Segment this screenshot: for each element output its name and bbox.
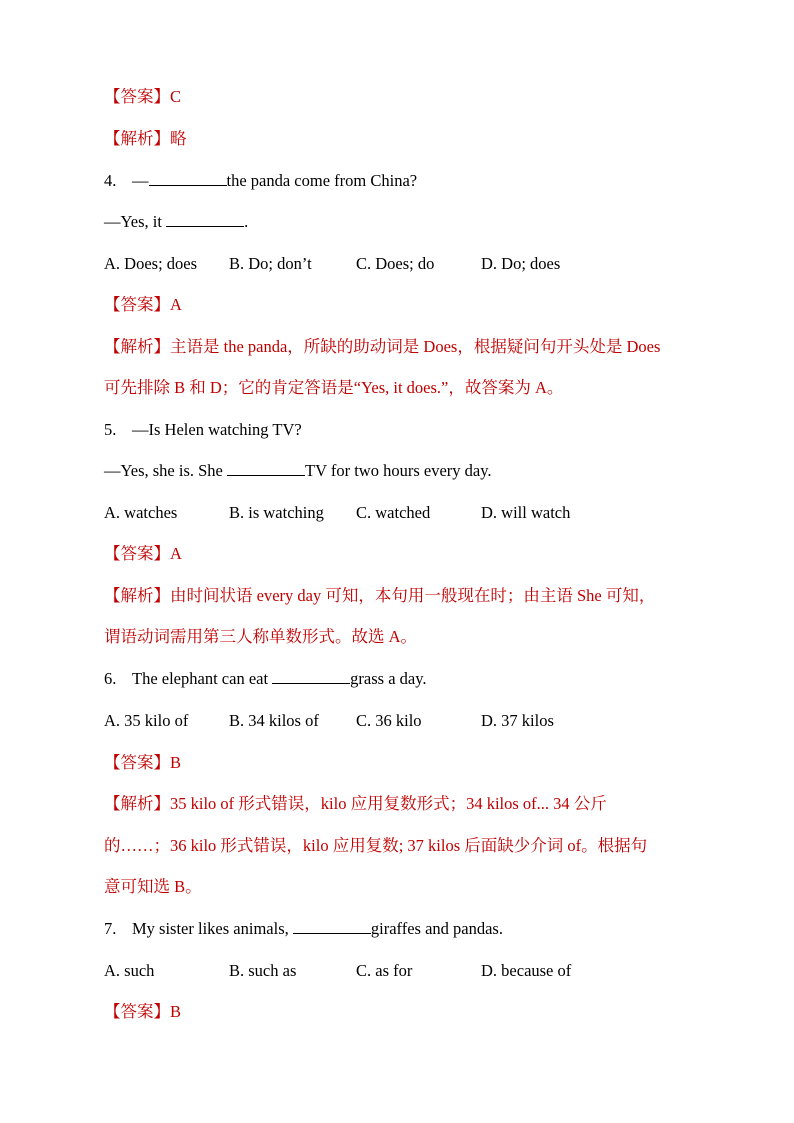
question-number: 4. [104,171,117,190]
q7-stem [104,918,732,940]
option-c: C. as for [356,961,413,980]
q3-answer [104,86,732,108]
q5-explanation-line-2 [104,626,732,648]
question-number: 6. [104,669,117,688]
q6-explanation-line-2 [104,835,732,857]
answer-blank [293,919,371,934]
question-number: 5. [104,420,117,439]
explanation-text: 略 [170,129,187,148]
answer-label: 【答案】 [104,544,170,563]
explanation-text: 可先排除 B 和 D；它的肯定答语是“Yes, it does.”，故答案为 A。 [104,378,564,397]
option-c: C. 36 kilo [356,711,422,730]
option-c: C. watched [356,503,431,522]
option-a: A. Does; does [104,254,198,273]
q7-answer [104,1001,732,1023]
q4-reply [104,211,732,233]
option-c: C. Does; do [356,254,435,273]
question-number: 7. [104,919,117,938]
answer-value: B [170,753,182,772]
option-a: A. such [104,961,155,980]
answer-label: 【答案】 [104,1002,170,1021]
explanation-text: 35 kilo of 形式错误，kilo 应用复数形式；34 kilos of... 34 公斤 [170,794,607,813]
option-d: D. because of [481,961,572,980]
explanation-label: 【解析】 [104,129,170,148]
reply-text: —Yes, she is. She [104,461,228,480]
option-d: D. will watch [481,503,571,522]
explanation-text: 主语是 the panda，所缺的助动词是 Does，根据疑问句开头处是 Does [170,337,661,356]
stem-text: My sister likes animals, [132,919,293,938]
q6-explanation-line-1 [104,793,732,815]
option-d: D. 37 kilos [481,711,554,730]
option-b: B. is watching [229,503,324,522]
answer-value: B [170,1002,182,1021]
stem-dash: — [132,171,149,190]
q5-reply [104,460,732,482]
option-b: B. such as [229,961,297,980]
q6-explanation-line-3 [104,876,732,898]
explanation-text: 由时间状语 every day 可知，本句用一般现在时；由主语 She 可知， [170,586,656,605]
answer-blank [227,461,305,476]
option-a: A. 35 kilo of [104,711,189,730]
q4-answer [104,294,732,316]
q4-options [104,253,732,275]
q3-explanation [104,128,732,150]
answer-value: A [170,295,182,314]
q6-stem [104,668,732,690]
answer-value: C [170,87,182,106]
option-d: D. Do; does [481,254,561,273]
answer-blank [272,669,350,684]
explanation-label: 【解析】 [104,337,170,356]
q6-answer [104,752,732,774]
q5-answer [104,543,732,565]
answer-blank [149,171,227,186]
q4-stem [104,170,732,192]
reply-text: —Yes, it [104,212,167,231]
q5-stem [104,419,732,441]
q5-explanation-line-1 [104,585,732,607]
explanation-text: 的……；36 kilo 形式错误，kilo 应用复数; 37 kilos 后面缺少介词 of。根据句 [104,836,648,855]
answer-label: 【答案】 [104,295,170,314]
option-a: A. watches [104,503,178,522]
stem-text: The elephant can eat [132,669,273,688]
explanation-label: 【解析】 [104,794,170,813]
stem-text: the panda come from China? [226,171,418,190]
q5-options [104,502,732,524]
answer-label: 【答案】 [104,753,170,772]
answer-blank [166,212,244,227]
explanation-text: 意可知选 B。 [104,877,202,896]
option-b: B. Do; don’t [229,254,312,273]
stem-text: —Is Helen watching TV? [132,420,302,439]
q4-explanation-line-2 [104,377,732,399]
reply-end: TV for two hours every day. [305,461,492,480]
q6-options [104,710,732,732]
reply-end: . [244,212,249,231]
q4-explanation-line-1 [104,336,732,358]
explanation-label: 【解析】 [104,586,170,605]
explanation-text: 谓语动词需用第三人称单数形式。故选 A。 [104,627,418,646]
stem-end: grass a day. [350,669,427,688]
answer-value: A [170,544,182,563]
option-b: B. 34 kilos of [229,711,319,730]
answer-label: 【答案】 [104,87,170,106]
stem-end: giraffes and pandas. [370,919,503,938]
q7-options [104,960,732,982]
